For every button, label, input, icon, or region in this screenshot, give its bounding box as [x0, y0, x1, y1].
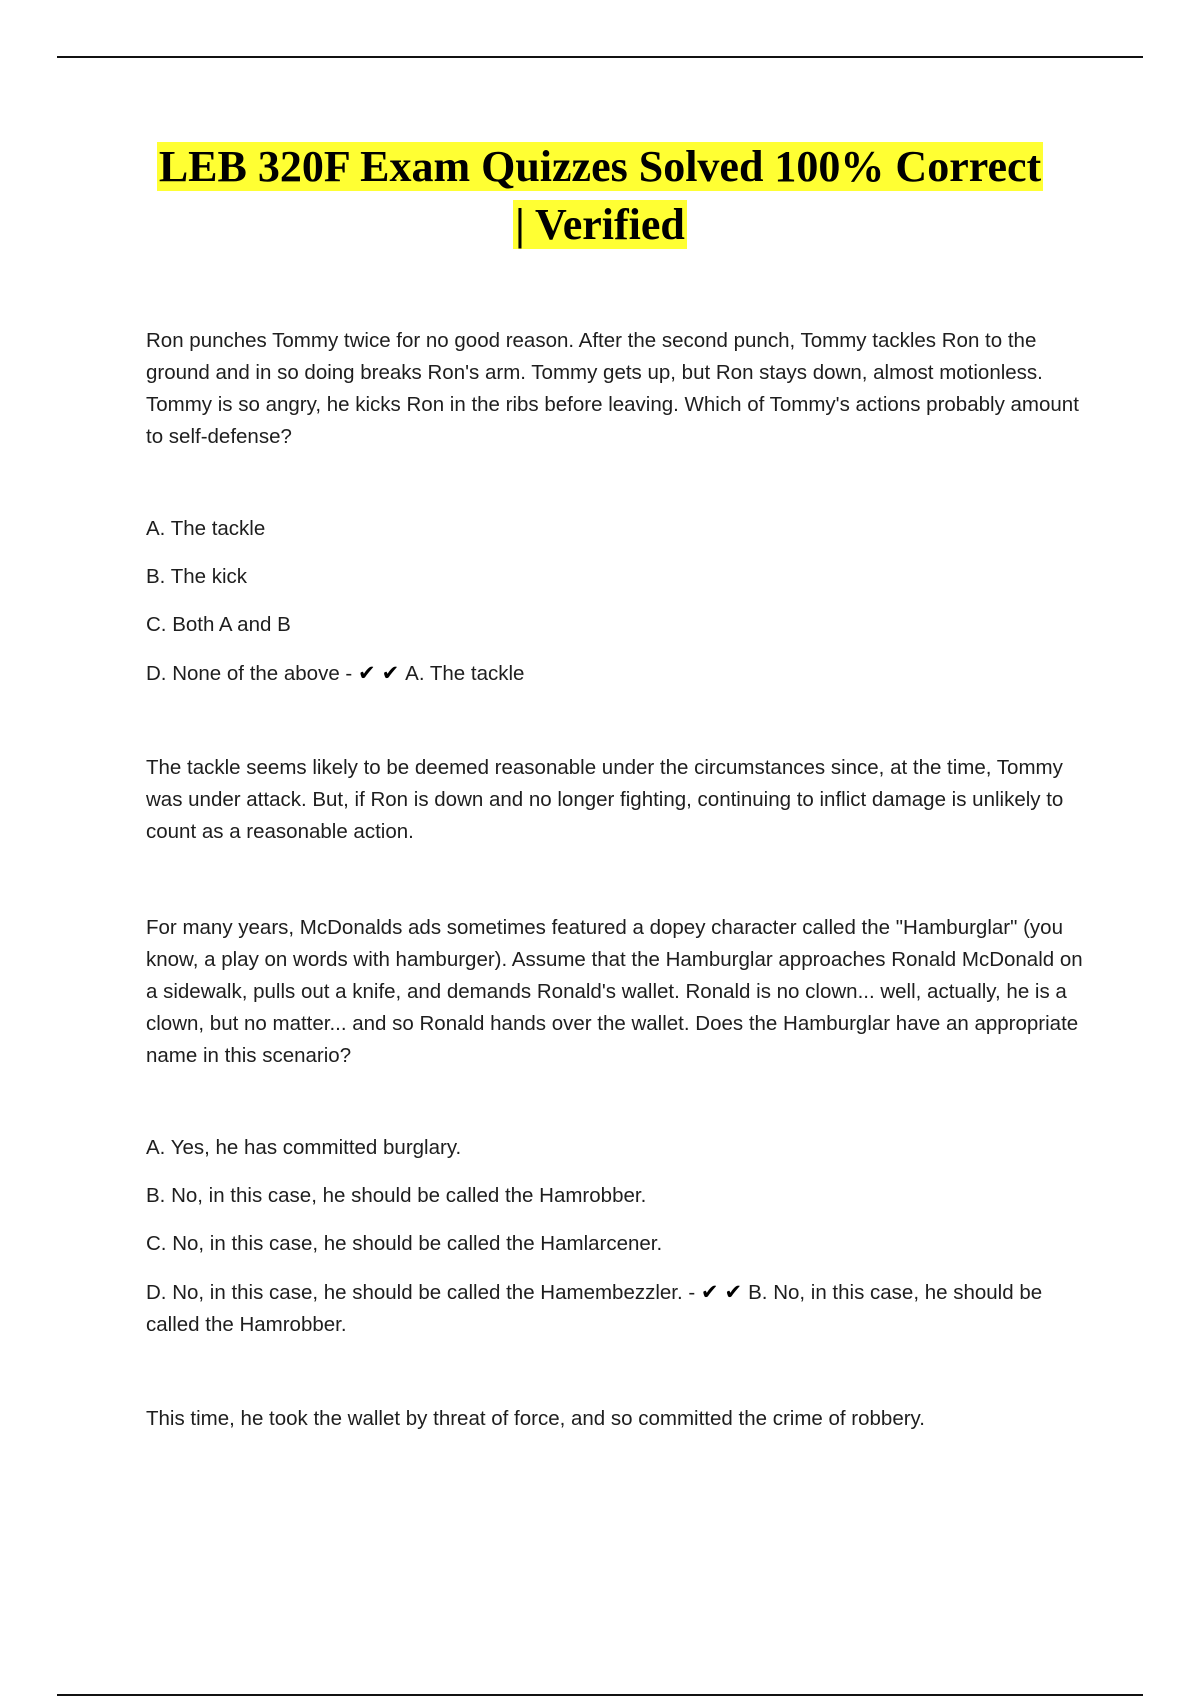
- question-2-option-d-with-answer: [146, 1276, 1091, 1341]
- bottom-rule: [57, 1694, 1143, 1696]
- document-body: [146, 325, 1091, 1435]
- double-check-icon: ✔✔: [357, 661, 406, 685]
- question-1-option-b: B. The kick: [146, 565, 248, 588]
- question-1-answer: A. The tackle: [405, 662, 525, 685]
- question-1-option-d-with-answer: [146, 657, 1091, 690]
- question-2-option-d: D. No, in this case, he should be called the Hamembezzler. -: [146, 1281, 696, 1304]
- question-2-option-a: A. Yes, he has committed burglary.: [146, 1136, 462, 1159]
- page-title: [100, 138, 1100, 254]
- question-2-option-b: B. No, in this case, he should be called the Hamrobber.: [146, 1184, 647, 1207]
- title-line-2: | Verified: [515, 200, 685, 249]
- question-1-option-c: C. Both A and B: [146, 613, 291, 636]
- double-check-icon: ✔✔: [700, 1280, 749, 1304]
- top-rule: [57, 56, 1143, 58]
- title-line-1: LEB 320F Exam Quizzes Solved 100% Correct: [158, 142, 1042, 191]
- question-1-prompt: Ron punches Tommy twice for no good reason. After the second punch, Tommy tackles Ron to the ground and in so doing breaks Ron's arm. Tommy gets up, but Ron stays down, almost motionless. Tommy is so angry, he kicks Ron in the ribs before leaving. Which of Tommy's actions probably amount to self-defense?: [146, 329, 1079, 448]
- question-2-option-c: C. No, in this case, he should be called the Hamlarcener.: [146, 1232, 663, 1255]
- question-1-option-a: A. The tackle: [146, 517, 266, 540]
- question-1-option-d: D. None of the above -: [146, 662, 353, 685]
- question-2-explanation: This time, he took the wallet by threat of force, and so committed the crime of robbery.: [146, 1407, 925, 1430]
- question-2-prompt: For many years, McDonalds ads sometimes featured a dopey character called the "Hamburglar" (you know, a play on words with hamburger). Assume that the Hamburglar approaches Ronald McDonald on a sidewalk, pulls out a knife, and demands Ronald's wallet. Ronald is no clown... well, actually, he is a clown, but no matter... and so Ronald hands over the wallet. Does the Hamburglar have an appropriate name in this scenario?: [146, 916, 1083, 1067]
- question-2-answer: B. No, in this case, he should be called the Hamrobber.: [146, 1281, 1043, 1336]
- question-1-explanation: The tackle seems likely to be deemed reasonable under the circumstances since, at the time, Tommy was under attack. But, if Ron is down and no longer fighting, continuing to inflict damage is unlikely to count as a reasonable action.: [146, 756, 1064, 843]
